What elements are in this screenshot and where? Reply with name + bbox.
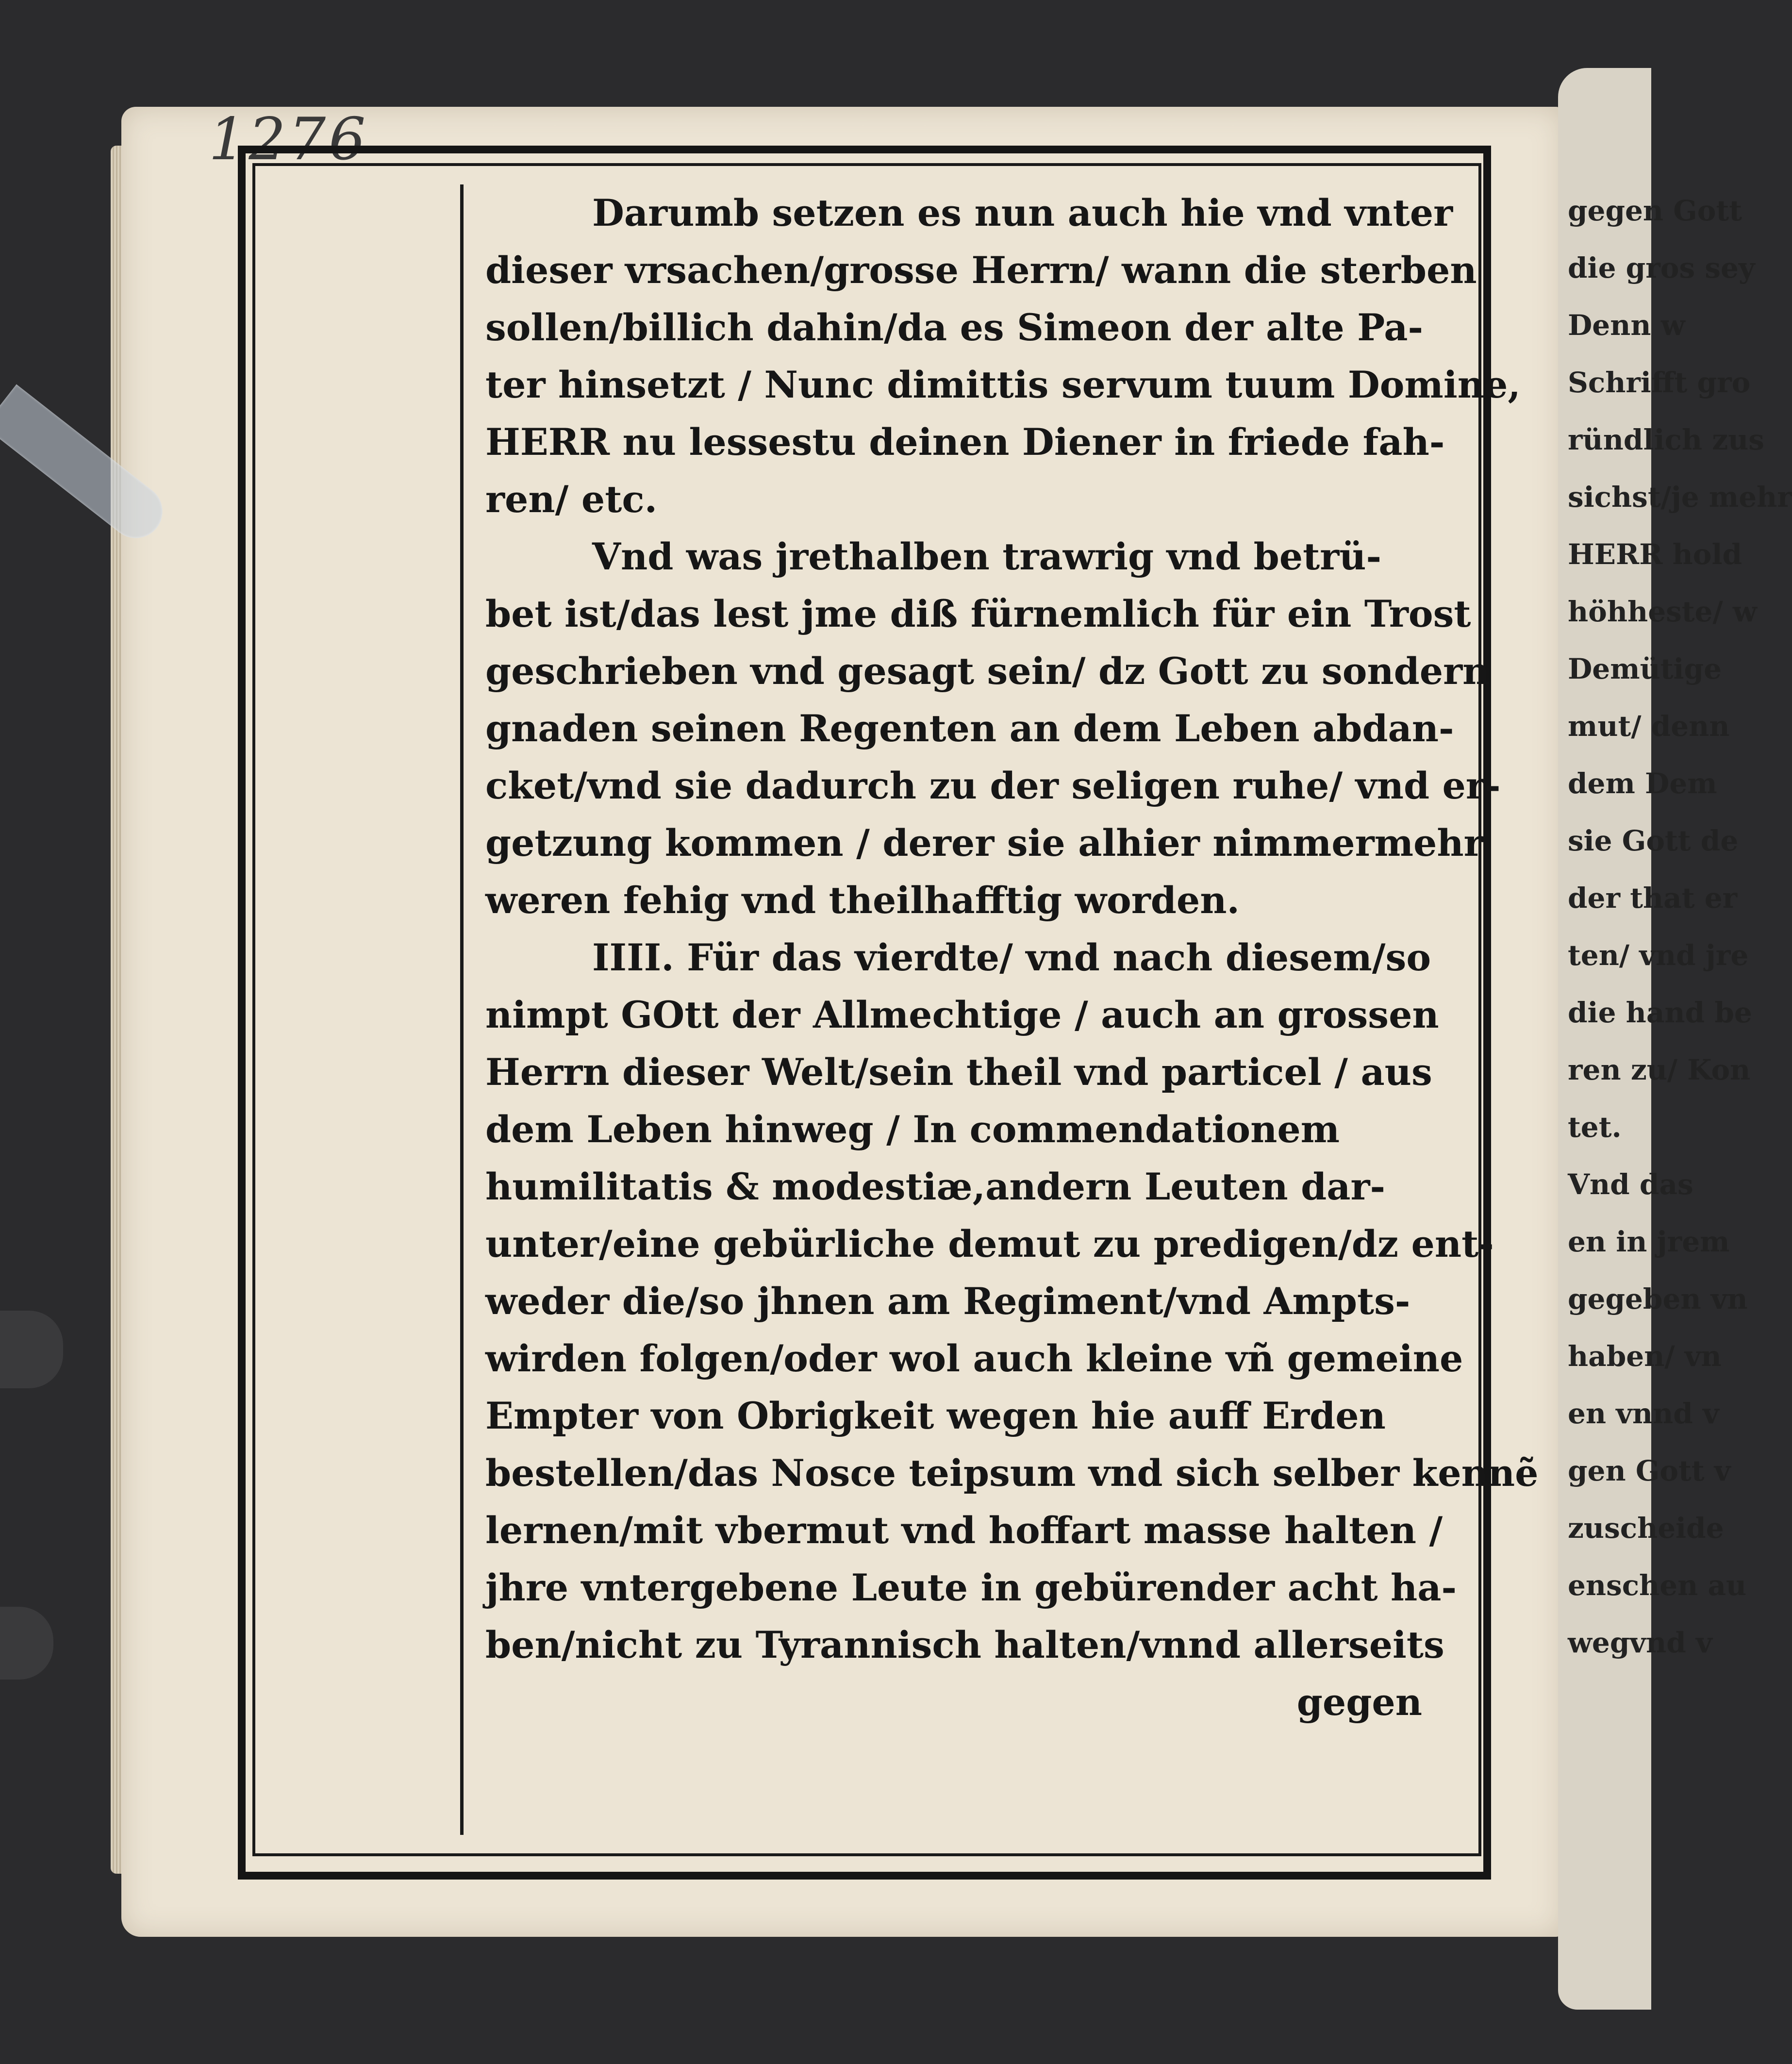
facing-page-edge [1558,68,1792,2010]
text-line: bet ist/das lest jme diß fürnemlich für ein Trost [485,592,1471,635]
text-line: cket/vnd sie dadurch zu der seligen ruhe/ vnd er- [485,764,1501,807]
facing-page-text-fragment: mut/ denn [1568,710,1730,743]
text-line: weder die/so jhnen am Regiment/vnd Ampts- [485,1280,1410,1323]
text-line: Vnd was jrethalben trawrig vnd betrü- [592,535,1382,578]
text-line: ben/nicht zu Tyrannisch halten/vnnd allerseits [485,1623,1444,1666]
facing-page-text-fragment: Demütige [1568,652,1722,685]
text-line: bestellen/das Nosce teipsum vnd sich selber kennẽ [485,1451,1539,1495]
facing-page-text-fragment: wegvnd v [1568,1626,1712,1659]
binding-clip [0,1311,63,1388]
facing-page-text-fragment: sichst/je mehr [1568,481,1792,514]
text-line: wirden folgen/oder wol auch kleine vñ gemeine [485,1337,1463,1380]
text-line: ter hinsetzt / Nunc dimittis servum tuum Domine, [485,363,1521,406]
main-text-block [485,184,1539,1731]
facing-page-text-fragment: höhheste/ w [1568,595,1757,628]
facing-page-text-fragment: Vnd das [1568,1168,1693,1201]
catchword: gegen [1296,1681,1422,1724]
text-line: geschrieben vnd gesagt sein/ dz Gott zu sondern [485,649,1490,693]
text-line: unter/eine gebürliche demut zu predigen/dz ent- [485,1222,1494,1265]
text-line: weren fehig vnd theilhafftig worden. [485,879,1240,922]
facing-page-text-fragment: Schrifft gro [1568,366,1751,399]
facing-page-text-fragment: ründlich zus [1568,423,1764,456]
text-line: humilitatis & modestiæ,andern Leuten dar- [485,1165,1386,1208]
margin-rule [460,184,464,1835]
text-line: HERR nu lessestu deinen Diener in friede fah- [485,420,1445,464]
facing-page-text-fragment: der that er [1568,882,1738,915]
facing-page-text-fragment: gegeben vn [1568,1282,1748,1315]
facing-page-text-fragment: en in jrem [1568,1225,1730,1258]
text-line: sollen/billich dahin/da es Simeon der alte Pa- [485,306,1424,349]
facing-page-text-fragment: en vnnd v [1568,1397,1719,1430]
facing-page-text-fragment: haben/ vn [1568,1340,1722,1373]
text-line: dem Leben hinweg / In commendationem [485,1108,1340,1151]
facing-page-text-fragment: tet. [1568,1111,1622,1144]
facing-page-text-fragment: die gros sey [1568,251,1755,284]
text-line: Empter von Obrigkeit wegen hie auff Erden [485,1394,1386,1437]
facing-page-text-fragment: gen Gott v [1568,1454,1731,1487]
facing-page-text-fragment: HERR hold [1568,538,1742,571]
facing-page-text-fragment: ten/ vnd jre [1568,939,1749,972]
facing-page-text-fragment: gegen Gott [1568,194,1742,227]
text-line: jhre vntergebene Leute in gebürender acht ha- [485,1566,1457,1609]
text-line: lernen/mit vbermut vnd hoffart masse halten / [485,1509,1443,1552]
facing-page-text-fragment: zuscheide [1568,1512,1724,1545]
text-line: Herrn dieser Welt/sein theil vnd particel / aus [485,1050,1432,1094]
text-line: dieser vrsachen/grosse Herrn/ wann die sterben [485,249,1477,292]
folio-number: 1276 [209,106,369,173]
facing-page-text-fragment: Denn w [1568,309,1685,342]
binding-clip [0,1607,53,1680]
text-line: gnaden seinen Regenten an dem Leben abdan- [485,707,1454,750]
facing-page-text-fragment: dem Dem [1568,767,1717,800]
text-line: Darumb setzen es nun auch hie vnd vnter [592,191,1453,234]
text-line: IIII. Für das vierdte/ vnd nach diesem/so [592,936,1431,979]
text-line: nimpt GOtt der Allmechtige / auch an grossen [485,993,1439,1036]
facing-page-text-fragment: enschen au [1568,1569,1747,1602]
facing-page-text-fragment: die hand be [1568,996,1752,1029]
text-line: ren/ etc. [485,478,658,521]
text-line: getzung kommen / derer sie alhier nimmermehr [485,821,1483,865]
facing-page-text-fragment: sie Gott de [1568,824,1739,857]
facing-page-text-fragment: ren zu/ Kon [1568,1053,1751,1086]
